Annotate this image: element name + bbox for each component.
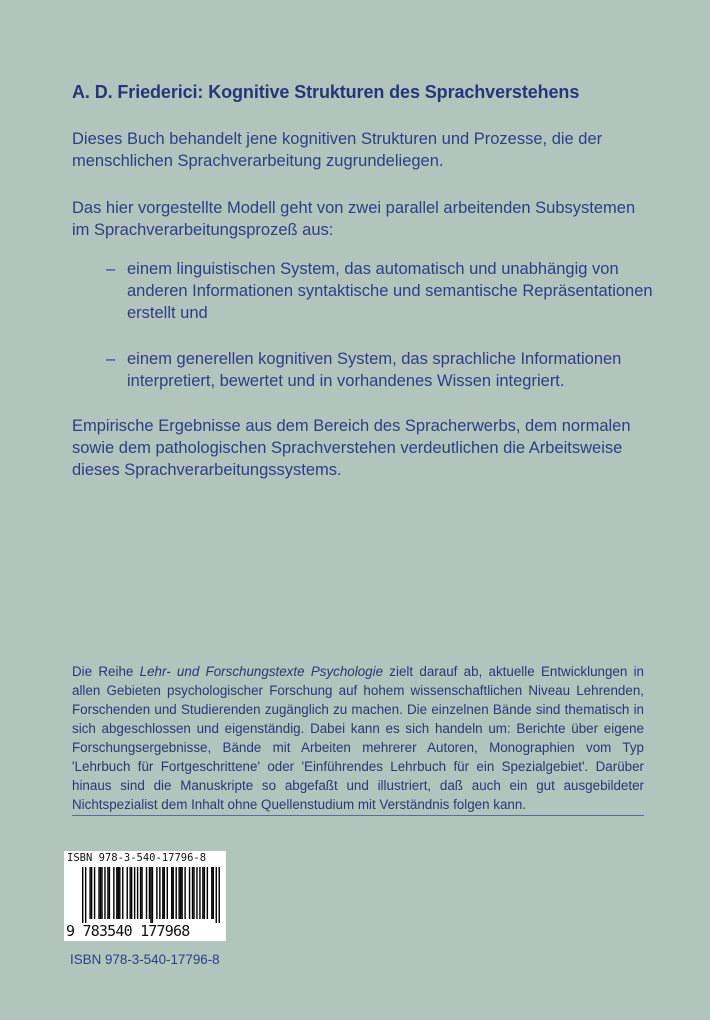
series-description — [72, 662, 644, 814]
barcode-bar — [118, 867, 119, 919]
barcode-bar — [178, 867, 179, 919]
intro-paragraph-2: Das hier vorgestellte Modell geht von zwei parallel arbeitenden Subsystemen im Sprachverarbeitungsprozeß aus: — [72, 199, 636, 239]
barcode-bar — [122, 867, 123, 919]
barcode-bar — [167, 867, 168, 919]
barcode-bar — [82, 867, 83, 923]
series-name: Lehr- und Forschungstexte Psychologie — [139, 664, 384, 679]
barcode-bar — [171, 867, 172, 919]
barcode-bar — [91, 867, 92, 919]
dash-bullet: – — [106, 260, 116, 278]
barcode-bar — [107, 867, 108, 919]
barcode-bar — [192, 867, 193, 919]
barcode-bar — [127, 867, 128, 919]
barcode-digits: 9 783540 177968 — [66, 922, 190, 940]
barcode-bar — [180, 867, 181, 919]
barcode-bar — [219, 867, 220, 923]
barcode-bar — [100, 867, 101, 919]
barcode-bar — [98, 867, 99, 919]
divider — [72, 815, 644, 816]
series-text: zielt darauf ab, aktuelle Entwicklungen in allen Gebieten psychologischer Forschung auf hohem wissenschaftlichen Niveau Lehrenden, Forschenden und Studierenden zugänglich zu machen. Die einzelnen Bände sind thematisch in sich abgeschlossen und eigenständig. Dabei kann es sich handeln um: Berichte über eigene Forschungsergebnisse, Bände mit Arbeiten mehrerer Autoren, Monographien vom Typ 'Lehrbuch für Fortgeschrittene' oder 'Einführendes Lehrbuch für ein Spezialgebiet'. Darüber hinaus sind die Manuskripte so abgefaßt und illustriert, daß auch ein gut ausgebildeter Nichtspezialist dem Inhalt ohne Quellenstudium mit Verständnis folgen kann. — [72, 664, 644, 812]
barcode-bar — [94, 867, 95, 919]
barcode-bar — [211, 867, 212, 919]
barcode-bar — [202, 867, 203, 919]
intro-paragraph-1: Dieses Buch behandelt jene kognitiven Strukturen und Prozesse, die der menschlichen Sprachverarbeitung zugrundeliegen. — [72, 130, 603, 170]
barcode-bar — [137, 867, 138, 919]
barcode-bar — [164, 867, 165, 919]
isbn-barcode — [64, 851, 226, 941]
barcode-bar — [204, 867, 205, 919]
barcode-bar — [152, 867, 153, 923]
barcode-bar — [116, 867, 117, 919]
barcode-bar — [173, 867, 174, 919]
barcode-bar — [216, 867, 217, 923]
list-item — [72, 348, 662, 392]
barcode-bar — [207, 867, 208, 919]
barcode-bar — [131, 867, 132, 919]
barcode-bar — [101, 867, 102, 919]
barcode-bar — [119, 867, 120, 919]
barcode-bar — [196, 867, 197, 919]
barcode-bar — [189, 867, 190, 919]
barcode-bar — [104, 867, 105, 919]
barcode-bar — [184, 867, 185, 919]
barcode-bar — [193, 867, 194, 919]
barcode-top-text: ISBN 978-3-540-17796-8 — [67, 852, 207, 864]
barcode-bar — [85, 867, 86, 923]
barcode-bar — [146, 867, 147, 919]
barcode-bar — [181, 867, 182, 919]
isbn-label: ISBN 978-3-540-17796-8 — [70, 952, 220, 967]
barcode-bar — [140, 867, 141, 919]
barcode-bar — [134, 867, 135, 919]
barcode-bar — [199, 867, 200, 919]
barcode-bar — [129, 867, 130, 919]
barcode-bar — [213, 867, 214, 919]
barcode-bar — [162, 867, 163, 919]
barcode-bar — [175, 867, 176, 919]
barcode-bar — [113, 867, 114, 919]
barcode-bar — [89, 867, 90, 919]
list-item-text: einem linguistischen System, das automatisch und unabhängig von anderen Informationen syntaktische und semantische Repräsentationen erstellt und — [127, 260, 653, 322]
book-title: A. D. Friederici: Kognitive Strukturen des Sprachverstehens — [72, 82, 580, 102]
barcode-bar — [150, 867, 151, 923]
series-prefix: Die Reihe — [72, 664, 140, 679]
barcode-bar — [159, 867, 160, 919]
subsystem-list — [72, 258, 662, 392]
list-item-text: einem generellen kognitiven System, das sprachliche Informationen interpretiert, bewertet und in vorhandenes Wissen integriert. — [127, 350, 622, 390]
list-item — [72, 258, 662, 324]
dash-bullet: – — [106, 350, 116, 368]
barcode-bar — [156, 867, 157, 919]
barcode-bar — [149, 867, 150, 919]
barcode-bar — [109, 867, 110, 919]
conclusion-paragraph: Empirische Ergebnisse aus dem Bereich des Spracherwerbs, dem normalen sowie dem pathologischen Sprachverstehen verdeutlichen die Arbeitsweise dieses Sprachverarbeitungssystems. — [72, 417, 631, 479]
barcode-bar — [141, 867, 142, 919]
barcode-bars — [82, 867, 220, 923]
